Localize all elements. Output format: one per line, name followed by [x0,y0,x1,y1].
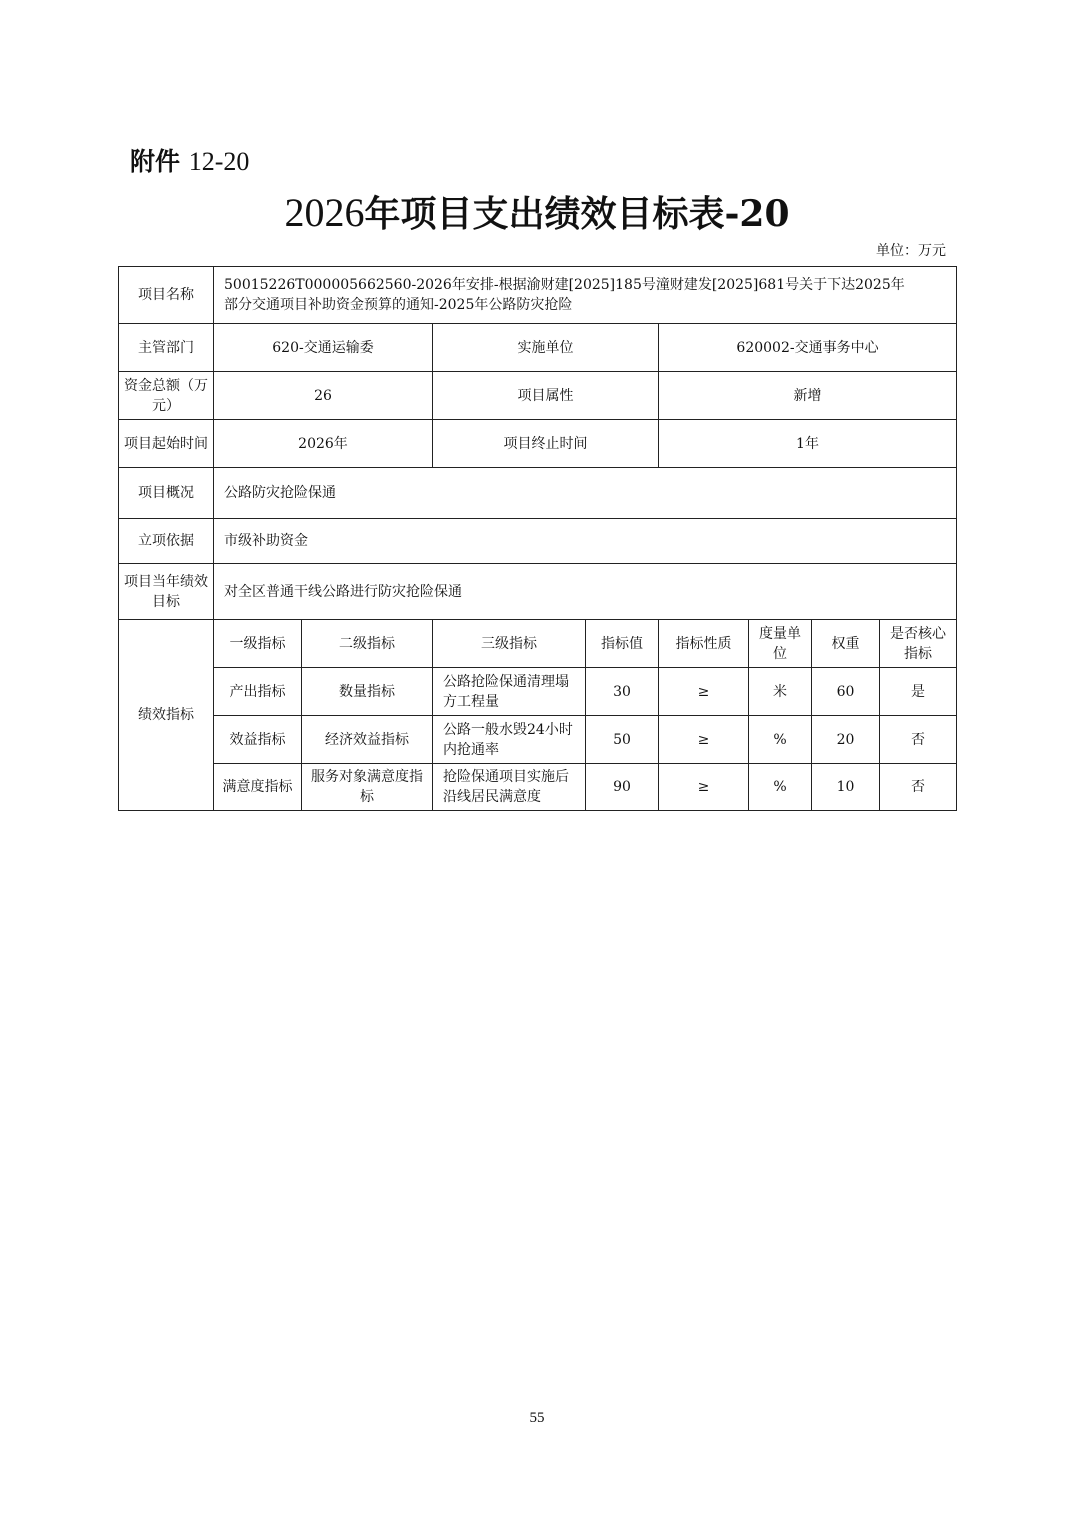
project-name-value: 50015226T000005662560-2026年安排-根据渝财建[2025]185号潼财建发[2025]681号关于下达2025年 部分交通项目补助资金预算的通知-2025年公路防灾抢险 [214,267,957,324]
fund-label: 资金总额（万元） [119,372,214,420]
indicator-cell: 30 [586,668,659,716]
page-number: 55 [529,1410,545,1426]
indicator-cell: 公路一般水毁24小时内抢通率 [433,716,586,764]
start-value: 2026年 [214,420,433,468]
indicator-cell: 产出指标 [214,668,302,716]
project-name-label: 项目名称 [119,267,214,324]
goal-label: 项目当年绩效目标 [119,564,214,620]
header-cell: 指标值 [586,620,659,668]
impl-value: 620002-交通事务中心 [659,324,957,372]
header-cell: 指标性质 [659,620,749,668]
indicator-cell: 否 [880,764,957,811]
indicator-cell: ≥ [659,764,749,811]
fund-value: 26 [214,372,433,420]
indicator-cell: 满意度指标 [214,764,302,811]
attr-label: 项目属性 [433,372,659,420]
row-basis [119,519,957,564]
indicator-row [119,668,957,716]
dept-label: 主管部门 [119,324,214,372]
header-cell: 一级指标 [214,620,302,668]
header-cell: 权重 [812,620,880,668]
indicator-cell: 经济效益指标 [302,716,433,764]
row-time [119,420,957,468]
header-cell: 度量单位 [749,620,812,668]
indicator-cell: % [749,764,812,811]
indicator-cell: % [749,716,812,764]
indicator-cell: 数量指标 [302,668,433,716]
title-year: 2026 [284,190,365,235]
dept-value: 620-交通运输委 [214,324,433,372]
indicator-cell: 服务对象满意度指标 [302,764,433,811]
row-project-name [119,267,957,324]
header-cell: 是否核心指标 [880,620,957,668]
indicator-cell: 否 [880,716,957,764]
indicator-cell: 效益指标 [214,716,302,764]
indicator-cell: 是 [880,668,957,716]
indicator-cell: ≥ [659,716,749,764]
row-fund [119,372,957,420]
row-overview [119,468,957,519]
indicator-cell: 90 [586,764,659,811]
basis-label: 立项依据 [119,519,214,564]
indicator-row [119,764,957,811]
performance-table [118,266,957,811]
indicator-cell: 米 [749,668,812,716]
indicator-cell: 10 [812,764,880,811]
indicator-row [119,716,957,764]
start-label: 项目起始时间 [119,420,214,468]
indicator-cell: 公路抢险保通清理塌方工程量 [433,668,586,716]
overview-value: 公路防灾抢险保通 [214,468,957,519]
end-label: 项目终止时间 [433,420,659,468]
indicator-cell: ≥ [659,668,749,716]
attr-value: 新增 [659,372,957,420]
indicator-header-row [119,620,957,668]
attachment-label: 附件 12-20 [130,147,250,176]
basis-value: 市级补助资金 [214,519,957,564]
title-text: 年项目支出绩效目标表-20 [364,193,790,235]
indicator-section-label: 绩效指标 [119,620,214,811]
overview-label: 项目概况 [119,468,214,519]
header-cell: 二级指标 [302,620,433,668]
indicator-cell: 20 [812,716,880,764]
indicator-cell: 60 [812,668,880,716]
impl-label: 实施单位 [433,324,659,372]
header-cell: 三级指标 [433,620,586,668]
goal-value: 对全区普通干线公路进行防灾抢险保通 [214,564,957,620]
indicator-cell: 抢险保通项目实施后沿线居民满意度 [433,764,586,811]
indicator-cell: 50 [586,716,659,764]
row-dept [119,324,957,372]
row-goal [119,564,957,620]
unit-label: 单位：万元 [876,243,946,259]
end-value: 1年 [659,420,957,468]
page-title [0,188,1074,239]
attachment-number: 12-20 [188,147,250,176]
